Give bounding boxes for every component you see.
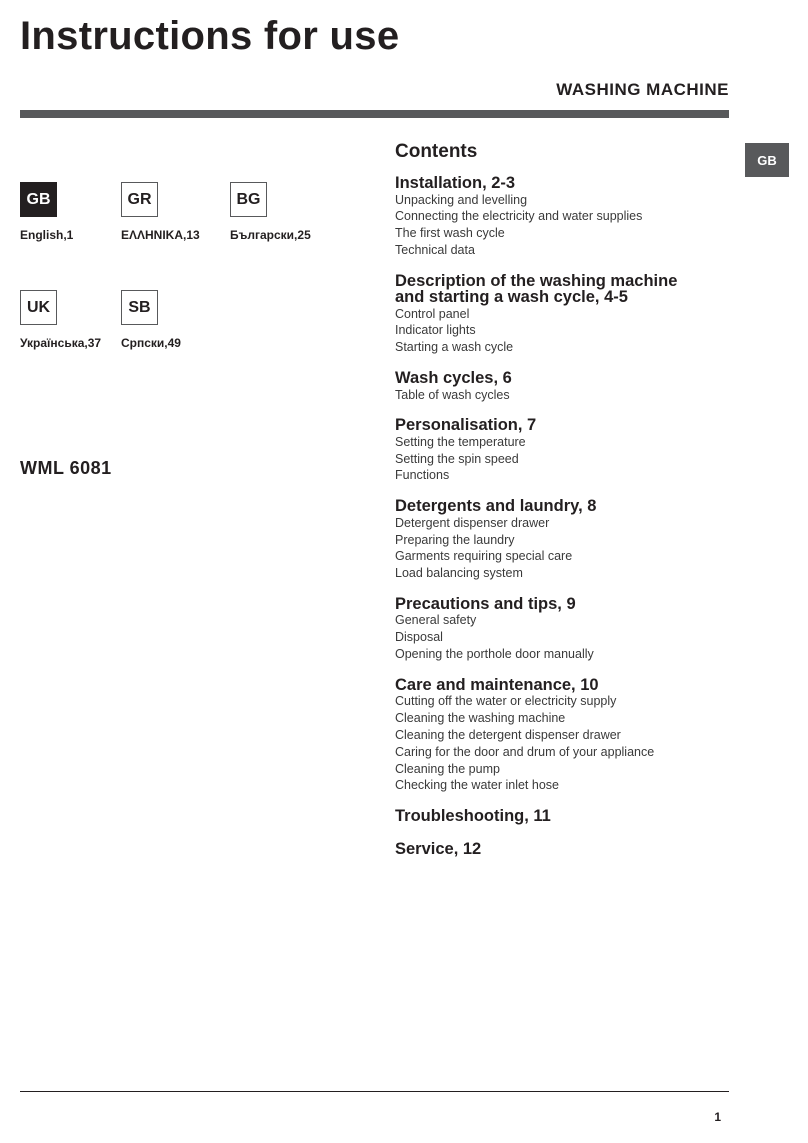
page-number: 1	[714, 1110, 721, 1124]
toc-item[interactable]: Control panel	[395, 306, 470, 321]
language-bg[interactable]	[230, 182, 311, 242]
language-uk[interactable]	[20, 290, 101, 350]
language-code-box: GB	[20, 182, 57, 217]
toc-item[interactable]: Setting the temperature	[395, 434, 526, 449]
toc-item[interactable]: Indicator lights	[395, 323, 476, 338]
toc-heading[interactable]: Service, 12	[395, 839, 482, 858]
toc-item[interactable]: Opening the porthole door manually	[395, 647, 594, 662]
header-divider	[20, 110, 729, 118]
toc-heading[interactable]: Description of the washing machine and starting a wash cycle, 4-5	[395, 271, 678, 307]
contents-title: Contents	[395, 141, 478, 162]
toc-item[interactable]: Preparing the laundry	[395, 532, 515, 547]
toc-heading[interactable]: Detergents and laundry, 8	[395, 497, 597, 516]
toc-item[interactable]: Garments requiring special care	[395, 549, 573, 564]
language-label: Українська,37	[20, 336, 102, 350]
language-label: ΕΛΛΗΝΙΚΑ,13	[121, 228, 200, 242]
toc-section	[395, 841, 725, 858]
language-code-box: GR	[121, 182, 158, 217]
toc-item[interactable]: Setting the spin speed	[395, 451, 519, 466]
language-label: English,1	[20, 228, 74, 242]
toc-section	[395, 273, 725, 356]
toc-item[interactable]: General safety	[395, 613, 477, 628]
toc-item[interactable]: Starting a wash cycle	[395, 340, 514, 355]
toc-item[interactable]: Cleaning the washing machine	[395, 711, 566, 726]
toc-item[interactable]: Functions	[395, 468, 450, 483]
toc-item[interactable]: Detergent dispenser drawer	[395, 515, 550, 530]
toc-heading[interactable]: Troubleshooting, 11	[395, 807, 551, 826]
toc-heading[interactable]: Care and maintenance, 10	[395, 675, 599, 694]
toc-item[interactable]: Unpacking and levelling	[395, 192, 528, 207]
toc-item[interactable]: Cleaning the detergent dispenser drawer	[395, 727, 621, 742]
footer-divider	[20, 1091, 729, 1092]
toc-section	[395, 417, 725, 484]
language-side-tab: GB	[745, 143, 789, 177]
toc-item[interactable]: Table of wash cycles	[395, 387, 510, 402]
toc-heading[interactable]: Precautions and tips, 9	[395, 594, 576, 613]
toc-item[interactable]: Cutting off the water or electricity supply	[395, 694, 617, 709]
toc-section	[395, 808, 725, 825]
language-label: Български,25	[230, 228, 311, 242]
toc-section	[395, 596, 725, 663]
language-gr[interactable]	[121, 182, 200, 242]
toc-heading[interactable]: Wash cycles, 6	[395, 369, 512, 388]
language-code-box: SB	[121, 290, 158, 325]
language-label: Српски,49	[121, 336, 181, 350]
toc-section	[395, 370, 725, 403]
toc-section	[395, 677, 725, 794]
toc-item[interactable]: Connecting the electricity and water supplies	[395, 209, 643, 224]
toc-item[interactable]: Disposal	[395, 630, 443, 645]
toc-section	[395, 498, 725, 582]
language-code-box: BG	[230, 182, 267, 217]
toc-heading[interactable]: Personalisation, 7	[395, 416, 537, 435]
toc-item[interactable]: Load balancing system	[395, 566, 523, 581]
language-gb[interactable]	[20, 182, 73, 242]
language-sb[interactable]	[121, 290, 181, 350]
toc-section	[395, 175, 725, 259]
table-of-contents	[395, 141, 725, 873]
toc-heading[interactable]: Installation, 2-3	[395, 174, 516, 192]
toc-item[interactable]: The first wash cycle	[395, 226, 505, 241]
page-title: Instructions for use	[20, 14, 400, 58]
model-number: WML 6081	[20, 458, 112, 478]
language-code-box: UK	[20, 290, 57, 325]
product-type: WASHING MACHINE	[556, 80, 729, 99]
toc-item[interactable]: Cleaning the pump	[395, 761, 500, 776]
toc-item[interactable]: Technical data	[395, 242, 475, 257]
toc-item[interactable]: Caring for the door and drum of your appliance	[395, 744, 655, 759]
toc-item[interactable]: Checking the water inlet hose	[395, 778, 559, 793]
